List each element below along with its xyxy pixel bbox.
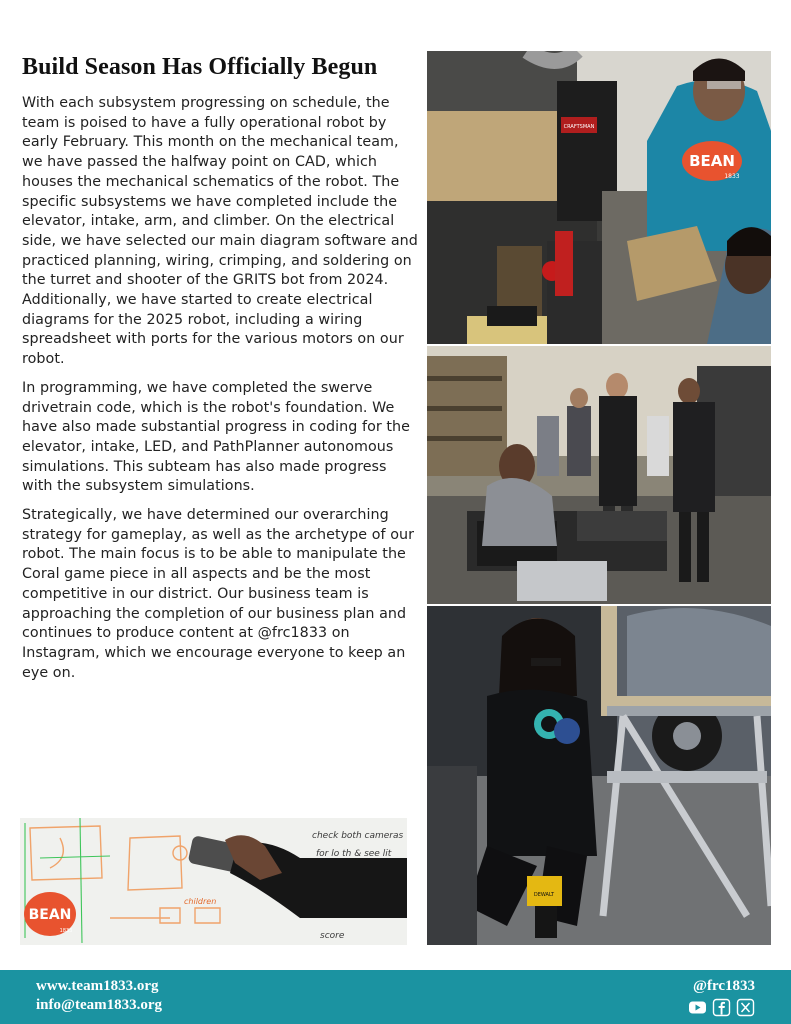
whiteboard-note-2: for lo th & see lit: [316, 849, 392, 859]
paragraph-strategy-business: Strategically, we have determined our overarching strategy for gameplay, as well as the archetype of our robot. The main focus is to be able to manipulate the Coral game piece in all aspects and be the most competitive in our district. Our business team is approaching the completion of our business plan and continues to produce content at @frc1833 on Instagram, which we encourage everyone to keep an eye on.: [22, 507, 415, 681]
paragraph-programming: In programming, we have completed the swerve drivetrain code, which is the robot's foundation. We have also made substantial progress in coding for the elevator, intake, LED, and PathPlanner autonomous simulations. This subteam has also made progress with the subsystem simulations.: [22, 379, 411, 495]
footer-bar: [0, 970, 791, 1024]
whiteboard-logo: [24, 892, 76, 936]
youtube-icon[interactable]: [688, 998, 707, 1017]
footer-website-link[interactable]: www.team1833.org: [36, 978, 159, 994]
facebook-icon[interactable]: [712, 998, 731, 1017]
photo-whiteboard-planning: [20, 818, 407, 945]
photo-programming-lab: [427, 346, 771, 604]
whiteboard-logo-number: 1833: [59, 928, 73, 934]
whiteboard-logo-text: BEAN: [28, 907, 72, 923]
whiteboard-note-3: children: [184, 897, 217, 906]
article-title: Build Season Has Officially Begun: [22, 54, 378, 80]
x-icon[interactable]: [736, 998, 755, 1017]
hoodie-logo-number: 1833: [724, 173, 740, 180]
footer-social: [688, 977, 755, 1017]
photo-workshop-drill-press: [427, 51, 771, 344]
footer-handle[interactable]: @frc1833: [693, 978, 755, 994]
drill-press-brand: CRAFTSMAN: [563, 124, 595, 130]
footer-contact: [36, 977, 162, 1015]
whiteboard-note-1: check both cameras: [312, 831, 404, 841]
social-icons: [688, 998, 755, 1017]
paragraph-mechanical-electrical: With each subsystem progressing on schedule, the team is poised to have a fully operational robot by early February. This month on the mechanical team, we have passed the halfway point on CAD, which houses the mechanical schematics of the robot. The specific subsystems we have completed include the elevator, intake, arm, and climber. On the electrical side, we have selected our main diagram software and practiced planning, wiring, crimping, and soldering on the turret and shooter of the GRITS bot from 2024. Additionally, we have started to create electrical diagrams for the 2025 robot, including a wiring spreadsheet with ports for the various motors on our robot.: [22, 95, 418, 368]
whiteboard-note-5: score: [320, 931, 345, 941]
article-body: [22, 94, 420, 692]
drill-brand: DEWALT: [533, 892, 555, 898]
hoodie-logo-text: BEAN: [689, 152, 735, 170]
hoodie-logo: [682, 141, 742, 181]
footer-email-link[interactable]: info@team1833.org: [36, 997, 163, 1013]
photo-student-building-frame: [427, 606, 771, 945]
